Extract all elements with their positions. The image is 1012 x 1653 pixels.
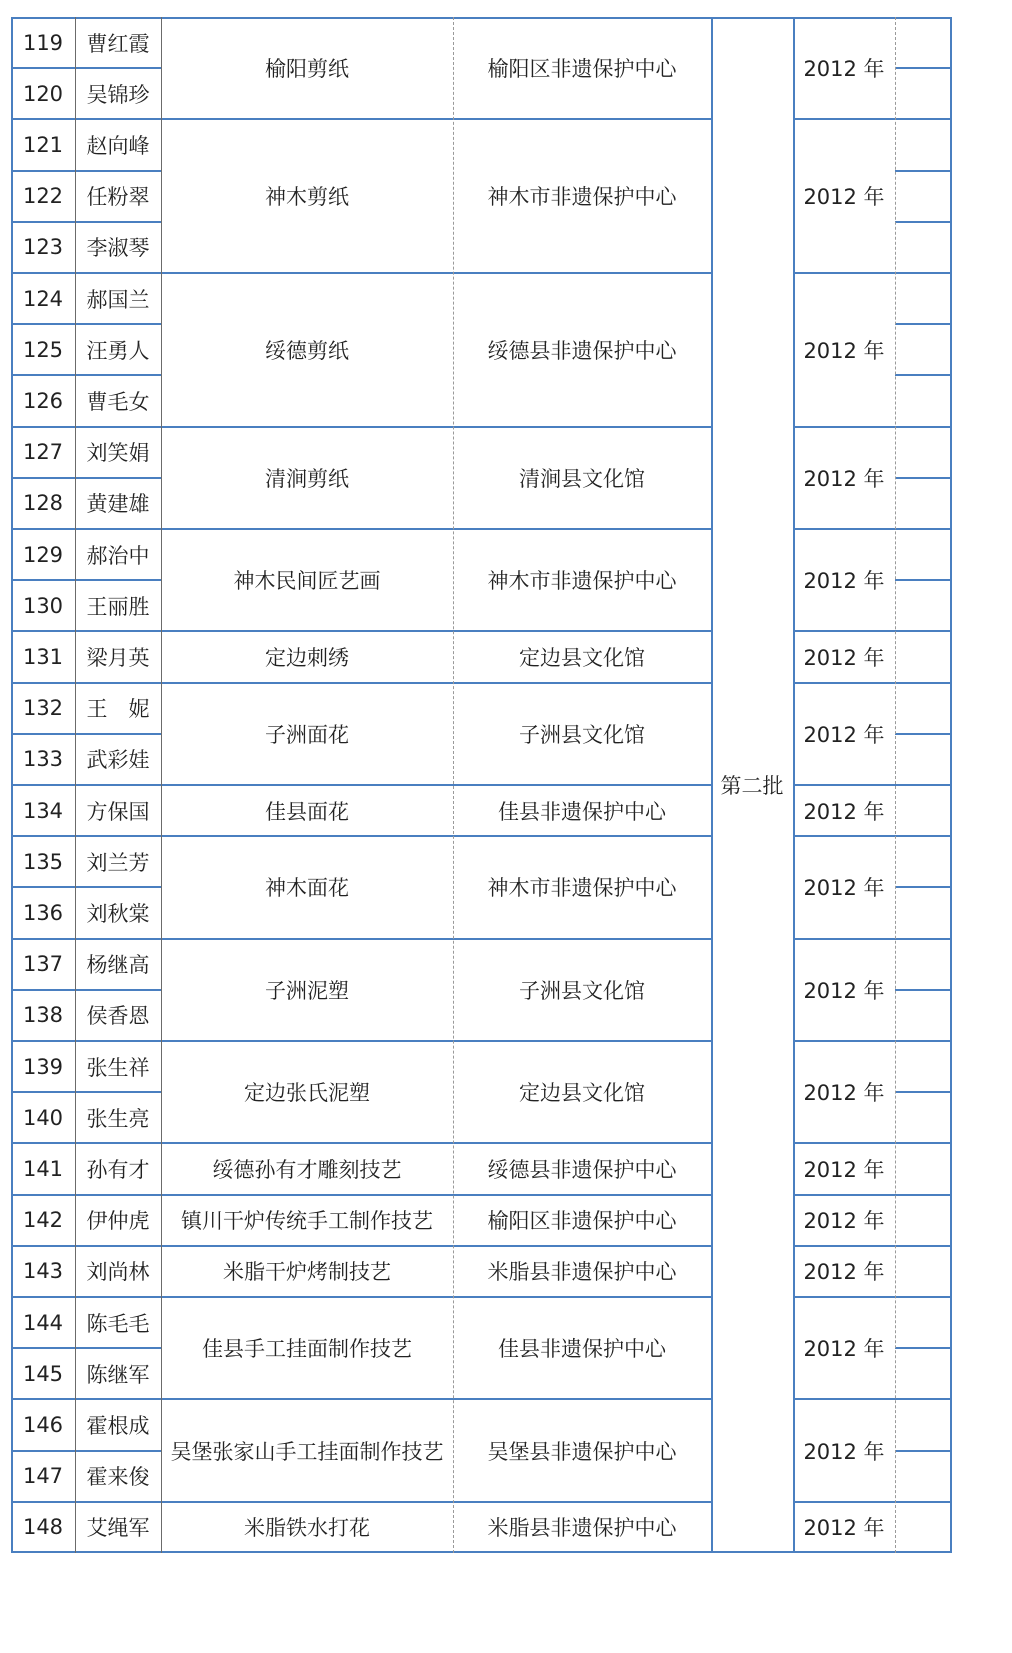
group-divider-year [793, 1142, 895, 1144]
inheritor-name: 方保国 [86, 799, 150, 824]
row-divider-right [895, 1091, 952, 1093]
row-divider [11, 1091, 161, 1093]
project-name: 佳县面花 [265, 799, 349, 824]
project-name: 子洲泥塑 [265, 978, 349, 1003]
approval-year: 2012 年 [803, 1081, 885, 1106]
row-divider-right [895, 1398, 952, 1400]
row-divider-right [895, 1245, 952, 1247]
inheritor-name: 郝治中 [86, 543, 150, 568]
approval-year: 2012 年 [803, 1337, 885, 1362]
row-number: 136 [22, 900, 64, 925]
row-number: 128 [22, 491, 64, 516]
column-line [75, 17, 76, 1553]
group-divider-year [793, 1398, 895, 1400]
project-name: 米脂铁水打花 [244, 1516, 370, 1541]
inheritor-name: 伊仲虎 [86, 1209, 150, 1234]
inheritor-name: 张生祥 [86, 1055, 150, 1080]
row-divider-right [895, 323, 952, 325]
column-line [793, 17, 795, 1553]
row-number: 124 [22, 286, 64, 311]
project-name: 神木剪纸 [265, 185, 349, 210]
row-divider [11, 1347, 161, 1349]
group-divider [11, 835, 711, 837]
group-divider-year [793, 784, 895, 786]
row-divider [11, 886, 161, 888]
group-divider [11, 426, 711, 428]
group-divider-year [793, 1296, 895, 1298]
protection-unit: 定边县文化馆 [519, 645, 645, 670]
row-number: 133 [22, 747, 64, 772]
row-number: 143 [22, 1259, 64, 1284]
approval-year: 2012 年 [803, 466, 885, 491]
group-divider-year [793, 1501, 895, 1503]
protection-unit: 佳县非遗保护中心 [498, 1337, 666, 1362]
inheritor-name: 陈继军 [86, 1362, 150, 1387]
protection-unit: 榆阳区非遗保护中心 [487, 57, 677, 82]
project-name: 榆阳剪纸 [265, 57, 349, 82]
row-number: 134 [22, 798, 64, 823]
row-divider-right [895, 477, 952, 479]
protection-unit: 绥德县非遗保护中心 [487, 338, 677, 363]
inheritor-name: 郝国兰 [86, 287, 150, 312]
row-number: 132 [22, 696, 64, 721]
row-number: 142 [22, 1208, 64, 1233]
inheritor-name: 任粉翠 [86, 185, 150, 210]
group-divider-year [793, 426, 895, 428]
row-number: 129 [22, 542, 64, 567]
approval-year: 2012 年 [803, 1209, 885, 1234]
inheritor-name: 陈毛毛 [86, 1311, 150, 1336]
row-number: 138 [22, 1003, 64, 1028]
row-divider [11, 67, 161, 69]
group-divider-year [793, 118, 895, 120]
row-number: 125 [22, 337, 64, 362]
project-name: 定边刺绣 [265, 645, 349, 670]
row-number: 123 [22, 235, 64, 260]
row-divider [11, 579, 161, 581]
approval-year: 2012 年 [803, 1516, 885, 1541]
project-name: 清涧剪纸 [265, 466, 349, 491]
group-divider [11, 1501, 711, 1503]
inheritor-name: 曹毛女 [86, 389, 150, 414]
inheritor-name: 黄建雄 [86, 492, 150, 517]
project-name: 定边张氏泥塑 [244, 1081, 370, 1106]
row-number: 135 [22, 849, 64, 874]
inheritor-name: 刘尚林 [86, 1260, 150, 1285]
group-divider [11, 682, 711, 684]
group-divider-year [793, 835, 895, 837]
project-name: 绥德孙有才雕刻技艺 [212, 1157, 402, 1182]
approval-year: 2012 年 [803, 1439, 885, 1464]
row-number: 131 [22, 644, 64, 669]
group-divider-year [793, 1040, 895, 1042]
approval-year: 2012 年 [803, 1260, 885, 1285]
protection-unit: 神木市非遗保护中心 [487, 185, 677, 210]
row-divider-right [895, 1142, 952, 1144]
column-line [453, 17, 454, 1553]
group-divider [11, 938, 711, 940]
protection-unit: 子洲县文化馆 [519, 978, 645, 1003]
group-divider [11, 1398, 711, 1400]
group-divider-year [793, 272, 895, 274]
row-divider-right [895, 682, 952, 684]
protection-unit: 米脂县非遗保护中心 [487, 1260, 677, 1285]
project-name: 神木面花 [265, 876, 349, 901]
row-divider [11, 989, 161, 991]
approval-year: 2012 年 [803, 799, 885, 824]
row-number: 127 [22, 440, 64, 465]
inheritor-name: 刘兰芳 [86, 850, 150, 875]
protection-unit: 神木市非遗保护中心 [487, 876, 677, 901]
project-name: 吴堡张家山手工挂面制作技艺 [170, 1439, 444, 1464]
inheritor-name: 侯香恩 [86, 1004, 150, 1029]
row-divider-right [895, 886, 952, 888]
row-number: 120 [22, 81, 64, 106]
inheritor-name: 李淑琴 [86, 236, 150, 261]
group-divider [11, 1245, 711, 1247]
inheritor-name: 张生亮 [86, 1106, 150, 1131]
row-divider-right [895, 579, 952, 581]
group-divider-year [793, 1245, 895, 1247]
row-number: 126 [22, 388, 64, 413]
protection-unit: 吴堡县非遗保护中心 [487, 1439, 677, 1464]
row-divider [11, 733, 161, 735]
inheritor-name: 曹红霞 [86, 31, 150, 56]
row-divider-right [895, 1450, 952, 1452]
group-divider [11, 630, 711, 632]
column-line [895, 17, 896, 1553]
row-divider-right [895, 1501, 952, 1503]
inheritor-name: 赵向峰 [86, 133, 150, 158]
project-name: 佳县手工挂面制作技艺 [202, 1337, 412, 1362]
group-divider [11, 1194, 711, 1196]
protection-unit: 子洲县文化馆 [519, 722, 645, 747]
protection-unit: 米脂县非遗保护中心 [487, 1516, 677, 1541]
row-divider-right [895, 1347, 952, 1349]
row-divider-right [895, 170, 952, 172]
row-number: 139 [22, 1054, 64, 1079]
project-name: 神木民间匠艺画 [233, 569, 381, 594]
row-divider [11, 221, 161, 223]
row-divider-right [895, 989, 952, 991]
protection-unit: 神木市非遗保护中心 [487, 569, 677, 594]
row-divider-right [895, 1040, 952, 1042]
inheritor-name: 王丽胜 [86, 594, 150, 619]
row-number: 146 [22, 1412, 64, 1437]
inheritor-name: 梁月英 [86, 645, 150, 670]
row-divider-right [895, 1194, 952, 1196]
inheritor-name: 艾绳军 [86, 1516, 150, 1541]
project-name: 镇川干炉传统手工制作技艺 [181, 1209, 433, 1234]
protection-unit: 绥德县非遗保护中心 [487, 1157, 677, 1182]
row-number: 121 [22, 132, 64, 157]
group-divider-year [793, 1194, 895, 1196]
row-divider [11, 170, 161, 172]
inheritor-name: 武彩娃 [86, 748, 150, 773]
row-number: 144 [22, 1310, 64, 1335]
protection-unit: 清涧县文化馆 [519, 466, 645, 491]
approval-year: 2012 年 [803, 185, 885, 210]
row-number: 122 [22, 184, 64, 209]
inheritor-name: 汪勇人 [86, 338, 150, 363]
row-divider-right [895, 835, 952, 837]
row-divider-right [895, 1296, 952, 1298]
group-divider [11, 1142, 711, 1144]
row-divider-right [895, 630, 952, 632]
group-divider [11, 784, 711, 786]
row-number: 148 [22, 1515, 64, 1540]
row-divider-right [895, 67, 952, 69]
row-divider-right [895, 118, 952, 120]
row-divider-right [895, 374, 952, 376]
group-divider-year [793, 630, 895, 632]
row-divider [11, 1450, 161, 1452]
group-divider-year [793, 938, 895, 940]
approval-year: 2012 年 [803, 876, 885, 901]
group-divider [11, 1296, 711, 1298]
inheritor-name: 霍来俊 [86, 1465, 150, 1490]
group-divider [11, 272, 711, 274]
row-divider-right [895, 784, 952, 786]
protection-unit: 定边县文化馆 [519, 1081, 645, 1106]
approval-year: 2012 年 [803, 978, 885, 1003]
row-divider-right [895, 272, 952, 274]
row-number: 130 [22, 593, 64, 618]
inheritor-name: 刘秋棠 [86, 901, 150, 926]
group-divider-year [793, 528, 895, 530]
row-divider [11, 477, 161, 479]
row-number: 145 [22, 1361, 64, 1386]
row-number: 119 [22, 30, 64, 55]
row-divider-right [895, 221, 952, 223]
batch-label: 第二批 [720, 774, 784, 798]
approval-year: 2012 年 [803, 722, 885, 747]
approval-year: 2012 年 [803, 1157, 885, 1182]
protection-unit: 榆阳区非遗保护中心 [487, 1209, 677, 1234]
project-name: 子洲面花 [265, 722, 349, 747]
row-divider [11, 323, 161, 325]
inheritor-name: 刘笑娟 [86, 441, 150, 466]
group-divider [11, 528, 711, 530]
approval-year: 2012 年 [803, 569, 885, 594]
column-line [711, 17, 713, 1553]
column-line [161, 17, 162, 1553]
row-number: 140 [22, 1105, 64, 1130]
group-divider-year [793, 682, 895, 684]
row-number: 147 [22, 1464, 64, 1489]
inheritor-name: 杨继高 [86, 953, 150, 978]
row-divider-right [895, 426, 952, 428]
inheritor-table [11, 17, 1011, 1637]
inheritor-name: 霍根成 [86, 1413, 150, 1438]
inheritor-name: 孙有才 [86, 1157, 150, 1182]
project-name: 米脂干炉烤制技艺 [223, 1260, 391, 1285]
row-divider-right [895, 733, 952, 735]
project-name: 绥德剪纸 [265, 338, 349, 363]
row-divider-right [895, 528, 952, 530]
inheritor-name: 王 妮 [86, 697, 150, 722]
approval-year: 2012 年 [803, 338, 885, 363]
approval-year: 2012 年 [803, 57, 885, 82]
group-divider [11, 1040, 711, 1042]
row-divider-right [895, 938, 952, 940]
row-number: 137 [22, 952, 64, 977]
row-divider [11, 374, 161, 376]
protection-unit: 佳县非遗保护中心 [498, 799, 666, 824]
group-divider [11, 118, 711, 120]
inheritor-name: 吴锦珍 [86, 82, 150, 107]
row-number: 141 [22, 1156, 64, 1181]
approval-year: 2012 年 [803, 645, 885, 670]
